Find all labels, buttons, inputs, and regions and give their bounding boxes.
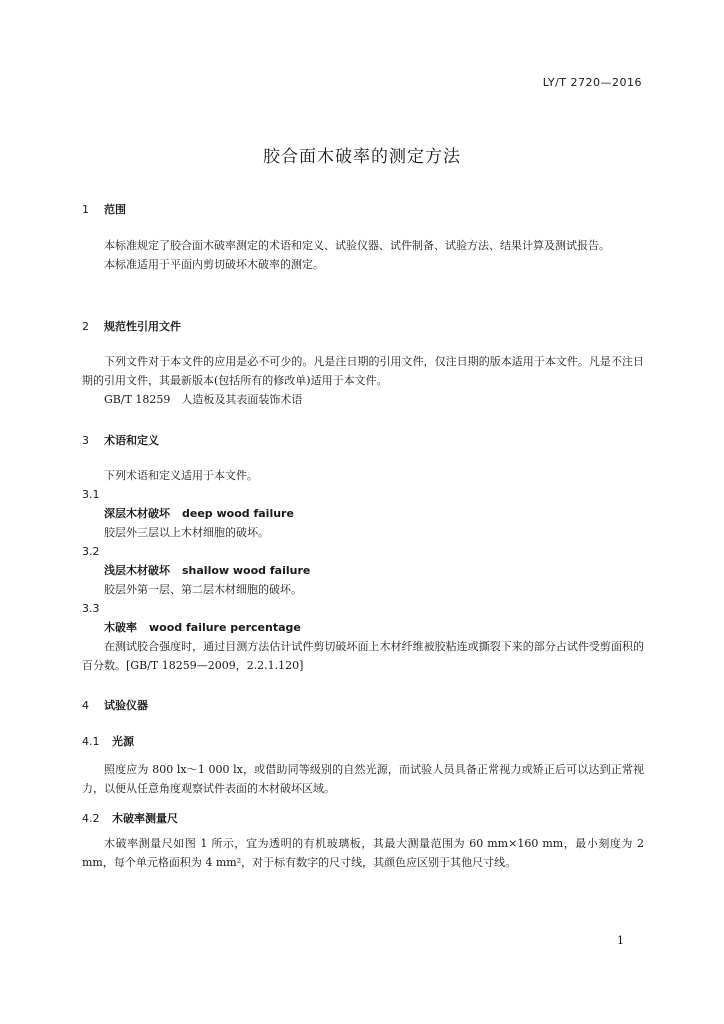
subsection-number: 4.2 xyxy=(82,812,100,825)
term-number: 3.1 xyxy=(82,488,100,501)
term-definition: 在测试胶合强度时，通过目测方法估计试件剪切破坏面上木材纤维被胶粘连或撕裂下来的部分占试件受剪面积的百分数。[GB/T 18259—2009，2.2.1.120] xyxy=(82,640,644,672)
subsection-4-1-heading xyxy=(82,733,644,749)
term-heading xyxy=(82,618,644,637)
subsection-4-2-body xyxy=(82,834,644,872)
section-3-heading xyxy=(82,432,644,448)
paragraph: 本标准规定了胶合面木破率测定的术语和定义、试验仪器、试件制备、试验方法、结果计算及测试报告。 xyxy=(104,239,610,252)
term-number: 3.3 xyxy=(82,602,100,615)
section-4-heading xyxy=(82,697,644,713)
term-heading xyxy=(82,561,644,580)
page-number: 1 xyxy=(617,934,624,947)
term-definition: 胶层外三层以上木材细胞的破坏。 xyxy=(104,526,269,539)
subsection-number: 4.1 xyxy=(82,735,100,748)
subsection-title: 木破率测量尺 xyxy=(112,812,178,825)
standard-number: LY/T 2720—2016 xyxy=(542,76,642,89)
section-number: 2 xyxy=(82,320,89,333)
subsection-4-1-body xyxy=(82,760,644,798)
section-title: 规范性引用文件 xyxy=(104,320,181,333)
section-number: 3 xyxy=(82,434,89,447)
term-en: deep wood failure xyxy=(182,507,294,520)
section-3-body xyxy=(82,466,644,675)
reference-item: GB/T 18259 人造板及其表面装饰术语 xyxy=(104,393,303,406)
paragraph: 照度应为 800 lx～1 000 lx，或借助同等级别的自然光源，而试验人员具备正常视力或矫正后可以达到正常视力，以便从任意角度观察试件表面的木材破坏区域。 xyxy=(82,763,644,795)
paragraph: 本标准适用于平面内剪切破坏木破率的测定。 xyxy=(104,258,324,271)
subsection-title: 光源 xyxy=(112,735,134,748)
section-2-body xyxy=(82,352,644,409)
section-1-heading xyxy=(82,201,644,217)
term-cn: 深层木材破坏 xyxy=(104,507,170,520)
terms-intro: 下列术语和定义适用于本文件。 xyxy=(104,469,258,482)
paragraph: 下列文件对于本文件的应用是必不可少的。凡是注日期的引用文件，仅注日期的版本适用于本文件。凡是不注日期的引用文件，其最新版本(包括所有的修改单)适用于本文件。 xyxy=(82,355,644,387)
section-title: 术语和定义 xyxy=(104,434,159,447)
section-title: 范围 xyxy=(104,203,126,216)
subsection-4-2-heading xyxy=(82,810,644,826)
section-title: 试验仪器 xyxy=(104,699,148,712)
section-number: 4 xyxy=(82,699,89,712)
term-en: wood failure percentage xyxy=(149,621,301,634)
term-definition: 胶层外第一层、第二层木材细胞的破坏。 xyxy=(104,583,302,596)
document-title: 胶合面木破率的测定方法 xyxy=(263,147,461,167)
term-cn: 浅层木材破坏 xyxy=(104,564,170,577)
term-cn: 木破率 xyxy=(104,621,137,634)
term-heading xyxy=(82,504,644,523)
section-number: 1 xyxy=(82,203,89,216)
section-2-heading xyxy=(82,318,644,334)
section-1-body xyxy=(82,236,644,274)
term-number: 3.2 xyxy=(82,545,100,558)
term-en: shallow wood failure xyxy=(182,564,311,577)
paragraph: 木破率测量尺如图 1 所示，宜为透明的有机玻璃板，其最大测量范围为 60 mm×160 mm，最小刻度为 2 mm，每个单元格面积为 4 mm²，对于标有数字的尺寸线，其颜色应区别于其他尺寸线。 xyxy=(82,837,644,869)
